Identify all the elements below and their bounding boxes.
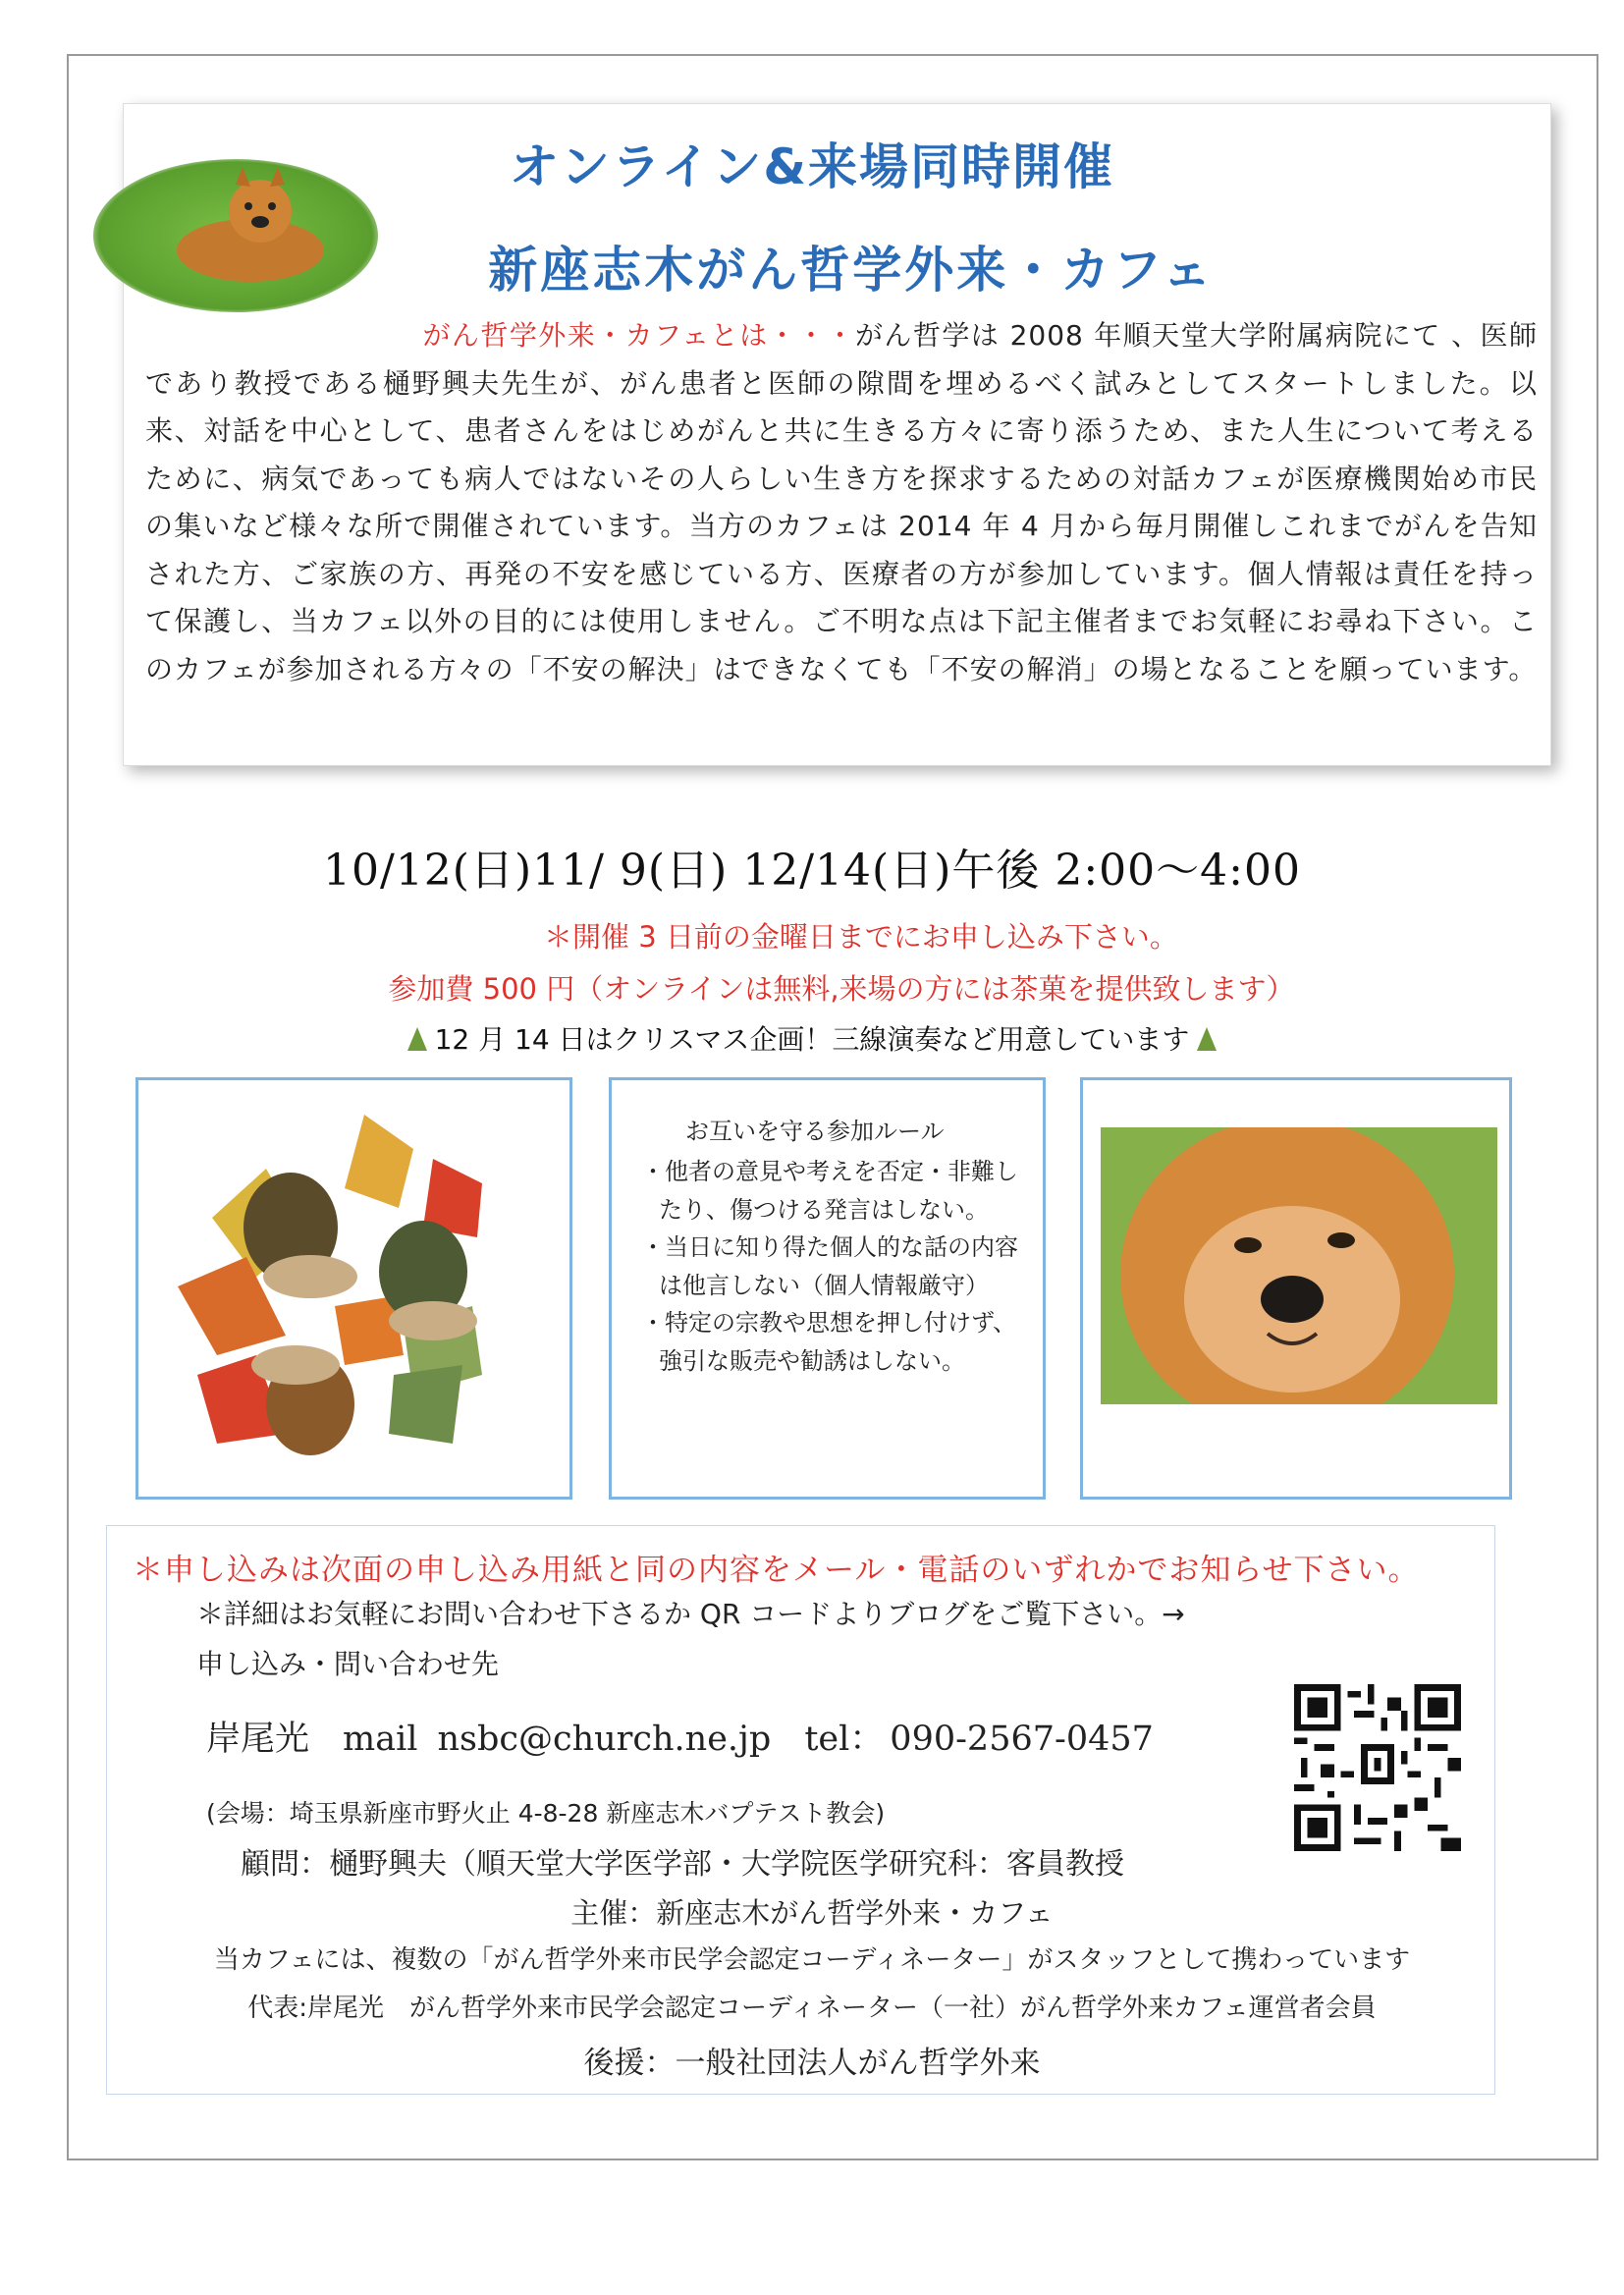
dog-panel: [1080, 1077, 1512, 1500]
host: 主催：新座志木がん哲学外来・カフェ: [570, 1896, 1054, 1930]
intro-lead: がん哲学外来・カフェとは・・・: [422, 319, 855, 352]
title-line2: 新座志木がん哲学外来・カフェ: [488, 242, 1215, 299]
rule-item: ・特定の宗教や思想を押し付けず、強引な販売や勧誘はしない。: [641, 1309, 1017, 1375]
rules-panel: [609, 1077, 1046, 1500]
intro-paragraph: [145, 312, 1538, 693]
event-dates: 10/12(日)11/ 9(日) 12/14(日)午後 2:00～4:00: [323, 846, 1301, 896]
tel-label: tel：: [804, 1720, 885, 1759]
leaves-panel: [135, 1077, 572, 1500]
apply-note: ＊申し込みは次面の申し込み用紙と同の内容をメール・電話のいずれかでお知らせ下さい。: [133, 1553, 1420, 1588]
contact-line: [206, 1712, 1187, 1761]
deadline-note: ＊開催 3 日前の金曜日までにお申し込み下さい。: [544, 920, 1178, 954]
fee-note: 参加費 500 円（オンラインは無料,来場の方には茶菓を提供致します）: [388, 972, 1295, 1006]
representative: 代表:岸尾光 がん哲学外来市民学会認定コーディネーター（一社）がん哲学外来カフェ運営者会員: [247, 1994, 1377, 2023]
tel-number[interactable]: 090-2567-0457: [890, 1720, 1154, 1759]
dog-closeup-photo: [1101, 1127, 1497, 1404]
xmas-note: [0, 1018, 1624, 1058]
title-line1: オンライン&来場同時開催: [509, 138, 1115, 195]
rule-item: ・他者の意見や考えを否定・非難したり、傷つける発言はしない。: [641, 1158, 1018, 1224]
support: 後援：一般社団法人がん哲学外来: [583, 2046, 1041, 2081]
qr-code[interactable]: [1294, 1684, 1461, 1851]
christmas-tree-icon: [1197, 1027, 1217, 1051]
staff-note: 当カフェには、複数の「がん哲学外来市民学会認定コーディネーター」がスタッフとして携わっています: [213, 1945, 1411, 1975]
contact-name: 岸尾光: [206, 1720, 310, 1759]
rule-item: ・当日に知り得た個人的な話の内容は他言しない（個人情報厳守）: [641, 1233, 1018, 1299]
rules-title: お互いを守る参加ルール: [685, 1118, 945, 1145]
contact-heading: 申し込み・問い合わせ先: [196, 1648, 500, 1680]
christmas-tree-icon: [407, 1027, 427, 1051]
rules-list: [641, 1153, 1024, 1380]
details-note: ＊詳細はお気軽にお問い合わせ下さるか QR コードよりブログをご覧下さい。→: [196, 1598, 1185, 1630]
mail-label: mail: [343, 1720, 418, 1759]
advisor: 顧問：樋野興夫（順天堂大学医学部・大学院医学研究科：客員教授: [241, 1847, 1124, 1882]
venue: (会場：埼玉県新座市野火止 4-8-28 新座志木バプテスト教会): [206, 1799, 886, 1828]
autumn-leaves-illustration: [138, 1080, 570, 1498]
intro-body: がん哲学は 2008 年順天堂大学附属病院にて 、医師であり教授である樋野興夫先生が、がん患者と医師の隙間を埋めるべく試みとしてスタートしました。以来、対話を中心として、患者さんをはじめがんと共に生きる方々に寄り添うため、また人生について考えるために、病気であっても病人ではないその人らしい生き方を探求するための対話カフェが医療機関始め市民の集いなど様々な所で開催されています。当方のカフェは 2014 年 4 月から毎月開催しこれまでがんを告知された方、ご家族の方、再発の不安を感じている方、医療者の方が参加しています。個人情報は責任を持って保護し、当カフェ以外の目的には使用しません。ご不明な点は下記主催者までお気軽にお尋ね下さい。このカフェが参加される方々の「不安の解決」はできなくても「不安の解消」の場となることを願っています。: [145, 319, 1538, 685]
xmas-text: 12 月 14 日はクリスマス企画！三線演奏など用意しています: [434, 1023, 1190, 1056]
mail-link[interactable]: nsbc@church.ne.jp: [437, 1720, 772, 1759]
